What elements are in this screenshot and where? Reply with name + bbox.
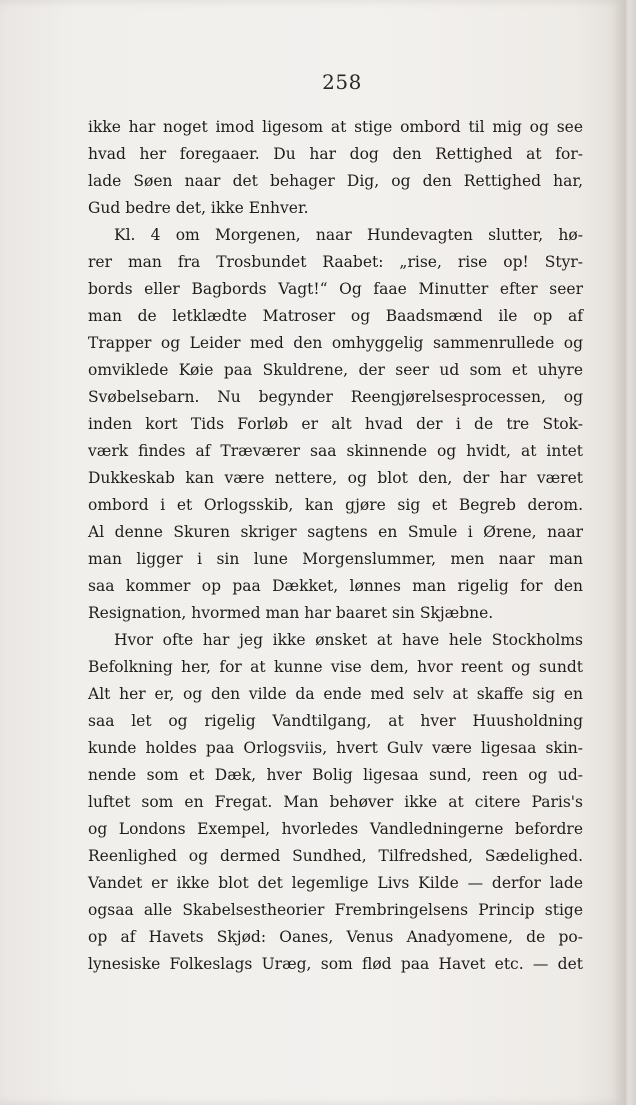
text-line: omviklede Køie paa Skuldrene, der seer ud som et uhyre: [88, 361, 583, 379]
body-text: [88, 114, 583, 978]
text-line: værk findes af Træværer saa skinnende og hvidt, at intet: [88, 442, 583, 460]
text-line: ikke har noget imod ligesom at stige ombord til mig og see: [88, 118, 583, 136]
text-line: lynesiske Folkeslags Uræg, som flød paa Havet etc. — det: [88, 955, 583, 973]
text-line: luftet som en Fregat. Man behøver ikke at citere Paris's: [88, 793, 583, 811]
text-line: inden kort Tids Forløb er alt hvad der i de tre Stok-: [88, 415, 583, 433]
text-line: Svøbelsebarn. Nu begynder Reengjørelsesprocessen, og: [88, 388, 583, 406]
text-line: Resignation, hvormed man har baaret sin Skjæbne.: [88, 604, 494, 622]
text-line: Befolkning her, for at kunne vise dem, hvor reent og sundt: [88, 658, 583, 676]
page-edge: [624, 0, 636, 1105]
text-line: Alt her er, og den vilde da ende med selv at skaffe sig en: [88, 685, 583, 703]
text-line: bords eller Bagbords Vagt!“ Og faae Minutter efter seer: [88, 280, 583, 298]
text-line: Reenlighed og dermed Sundhed, Tilfredshed, Sædelighed.: [88, 847, 583, 865]
text-line: ogsaa alle Skabelsestheorier Frembringelsens Princip stige: [88, 901, 583, 919]
text-line: Hvor ofte har jeg ikke ønsket at have hele Stockholms: [114, 631, 583, 649]
text-line: kunde holdes paa Orlogsviis, hvert Gulv være ligesaa skin-: [88, 739, 583, 757]
text-line: Dukkeskab kan være nettere, og blot den, der har været: [88, 469, 583, 487]
text-line: Trapper og Leider med den omhyggelig sammenrullede og: [88, 334, 583, 352]
text-line: Gud bedre det, ikke Enhver.: [88, 199, 309, 217]
text-line: man de letklædte Matroser og Baadsmænd ile op af: [88, 307, 583, 325]
text-line: lade Søen naar det behager Dig, og den Rettighed har,: [88, 172, 583, 190]
text-line: Al denne Skuren skriger sagtens en Smule i Ørene, naar: [88, 523, 583, 541]
text-line: og Londons Exempel, hvorledes Vandledningerne befordre: [88, 820, 583, 838]
text-line: hvad her foregaaer. Du har dog den Rettighed at for-: [88, 145, 583, 163]
text-line: Kl. 4 om Morgenen, naar Hundevagten slutter, hø-: [114, 226, 583, 244]
text-line: op af Havets Skjød: Oanes, Venus Anadyomene, de po-: [88, 928, 583, 946]
text-line: saa let og rigelig Vandtilgang, at hver Huusholdning: [88, 712, 583, 730]
text-line: man ligger i sin lune Morgenslummer, men naar man: [88, 550, 583, 568]
text-line: ombord i et Orlogsskib, kan gjøre sig et Begreb derom.: [88, 496, 583, 514]
text-line: Vandet er ikke blot det legemlige Livs Kilde — derfor lade: [88, 874, 583, 892]
page-number: 258: [322, 70, 362, 94]
text-line: nende som et Dæk, hver Bolig ligesaa sund, reen og ud-: [88, 766, 583, 784]
text-line: saa kommer op paa Dækket, lønnes man rigelig for den: [88, 577, 583, 595]
text-line: rer man fra Trosbundet Raabet: „rise, rise op! Styr-: [88, 253, 583, 271]
